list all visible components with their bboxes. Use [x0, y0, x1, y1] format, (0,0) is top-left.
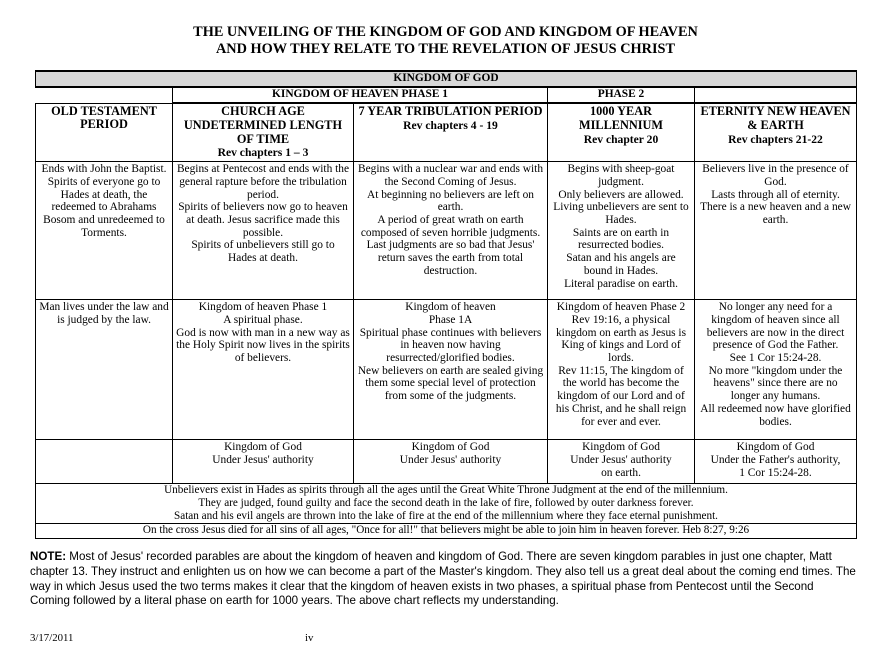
cell-r3-eternity: Kingdom of God Under the Father's authority, 1 Cor 15:24-28.: [695, 440, 857, 484]
unbelievers-hades-row: Unbelievers exist in Hades as spirits through all the ages until the Great White Throne Judgment at the end of the millennium. They are judged, found guilty and face the second death in the lake of fire, followed by outer darkness forever. Satan and his evil angels are thrown into the lake of fire at the end of the millennium where they face eternal punishment.: [36, 484, 857, 524]
cell-r2-millennium: Kingdom of heaven Phase 2 Rev 19:16, a physical kingdom on earth as Jesus is King of kings and Lord of lords. Rev 11:15, The kingdom of the world has become the kingdom of our Lord and of his Christ, and he shall reign for ever and ever.: [548, 300, 695, 440]
cell-r2-old-testament: Man lives under the law and is judged by the law.: [36, 300, 173, 440]
header-church-age: CHURCH AGE UNDETERMINED LENGTH OF TIME Rev chapters 1 – 3: [173, 103, 354, 162]
header-sub: Rev chapter 20: [583, 132, 659, 146]
cell-r2-eternity: No longer any need for a kingdom of heaven since all believers are now in the direct presence of God the Father. See 1 Cor 15:24-28. No more "kingdom under the heavens" since there are no longer any humans. All redeemed now have glorified bodies.: [695, 300, 857, 440]
header-old-testament: OLD TESTAMENT PERIOD: [36, 103, 173, 162]
cell-r2-tribulation: Kingdom of heaven Phase 1A Spiritual phase continues with believers in heaven now having resurrected/glorified bodies. New believers on earth are sealed giving them some special level of protection from some of the judgments.: [354, 300, 548, 440]
phase2-band: PHASE 2: [548, 87, 695, 103]
header-sub: Rev chapters 1 – 3: [217, 146, 309, 160]
note-text: Most of Jesus' recorded parables are about the kingdom of heaven and kingdom of God. There are seven kingdom parables in just one chapter, Matt chapter 13. They instruct and enlighten us on how we can become a part of the Master's kingdom. They also tell us a great deal about the coming end times. The way in which Jesus used the two terms makes it clear that the kingdom of heaven exists in two phases, a spiritual phase from Pentecost until the Second Coming followed by a literal phase on earth for 1000 years. The above chart reflects my understanding.: [30, 550, 856, 608]
note-paragraph: [30, 550, 856, 609]
cell-r1-tribulation: Begins with a nuclear war and ends with the Second Coming of Jesus. At beginning no believers are left on earth. A period of great wrath on earth composed of seven horrible judgments. Last judgments are so bad that Jesus' return saves the earth from total destruction.: [354, 162, 548, 300]
note-label: NOTE:: [30, 550, 67, 563]
header-sub: Rev chapters 4 - 19: [403, 118, 498, 132]
cell-r1-eternity: Believers live in the presence of God. Lasts through all of eternity. There is a new heaven and a new earth.: [695, 162, 857, 300]
header-eternity: ETERNITY NEW HEAVEN & EARTH Rev chapters 21-22: [695, 103, 857, 162]
cell-r1-millennium: Begins with sheep-goat judgment. Only believers are allowed. Living unbelievers are sent to Hades. Saints are on earth in resurrected bodies. Satan and his angels are bound in Hades. Literal paradise on earth.: [548, 162, 695, 300]
cell-r3-old-testament: [36, 440, 173, 484]
band-spacer: [36, 87, 173, 103]
footer-page-number: iv: [305, 632, 314, 644]
header-millennium: 1000 YEAR MILLENNIUM Rev chapter 20: [548, 103, 695, 162]
header-sub: Rev chapters 21-22: [728, 132, 823, 146]
kingdom-of-god-band: KINGDOM OF GOD: [36, 71, 857, 87]
cell-r3-church-age: Kingdom of God Under Jesus' authority: [173, 440, 354, 484]
cell-r2-church-age: Kingdom of heaven Phase 1 A spiritual phase. God is now with man in a new way as the Holy Spirit now lives in the spirits of believers.: [173, 300, 354, 440]
cell-r3-millennium: Kingdom of God Under Jesus' authority on earth.: [548, 440, 695, 484]
eternity-band-blank: [695, 87, 857, 103]
document-title-line2: AND HOW THEY RELATE TO THE REVELATION OF JESUS CHRIST: [215, 41, 676, 57]
cell-r1-old-testament: Ends with John the Baptist. Spirits of everyone go to Hades at death, the redeemed to Abrahams Bosom and unredeemed to Torments.: [36, 162, 173, 300]
footer-date: 3/17/2011: [30, 632, 74, 644]
cell-r1-church-age: Begins at Pentecost and ends with the general rapture before the tribulation period. Spirits of believers now go to heaven at death. Jesus sacrifice made this possible. Spirits of unbelievers still go to Hades at death.: [173, 162, 354, 300]
cell-r3-tribulation: Kingdom of God Under Jesus' authority: [354, 440, 548, 484]
kingdom-chart-table: [35, 70, 857, 539]
header-tribulation: 7 YEAR TRIBULATION PERIOD Rev chapters 4 - 19: [354, 103, 548, 162]
cross-once-for-all-row: On the cross Jesus died for all sins of all ages, "Once for all!" that believers might be able to join him in heaven forever. Heb 8:27, 9:26: [36, 524, 857, 538]
kingdom-heaven-phase1-band: KINGDOM OF HEAVEN PHASE 1: [173, 87, 548, 103]
document-title-line1: THE UNVEILING OF THE KINGDOM OF GOD AND KINGDOM OF HEAVEN: [193, 24, 698, 40]
